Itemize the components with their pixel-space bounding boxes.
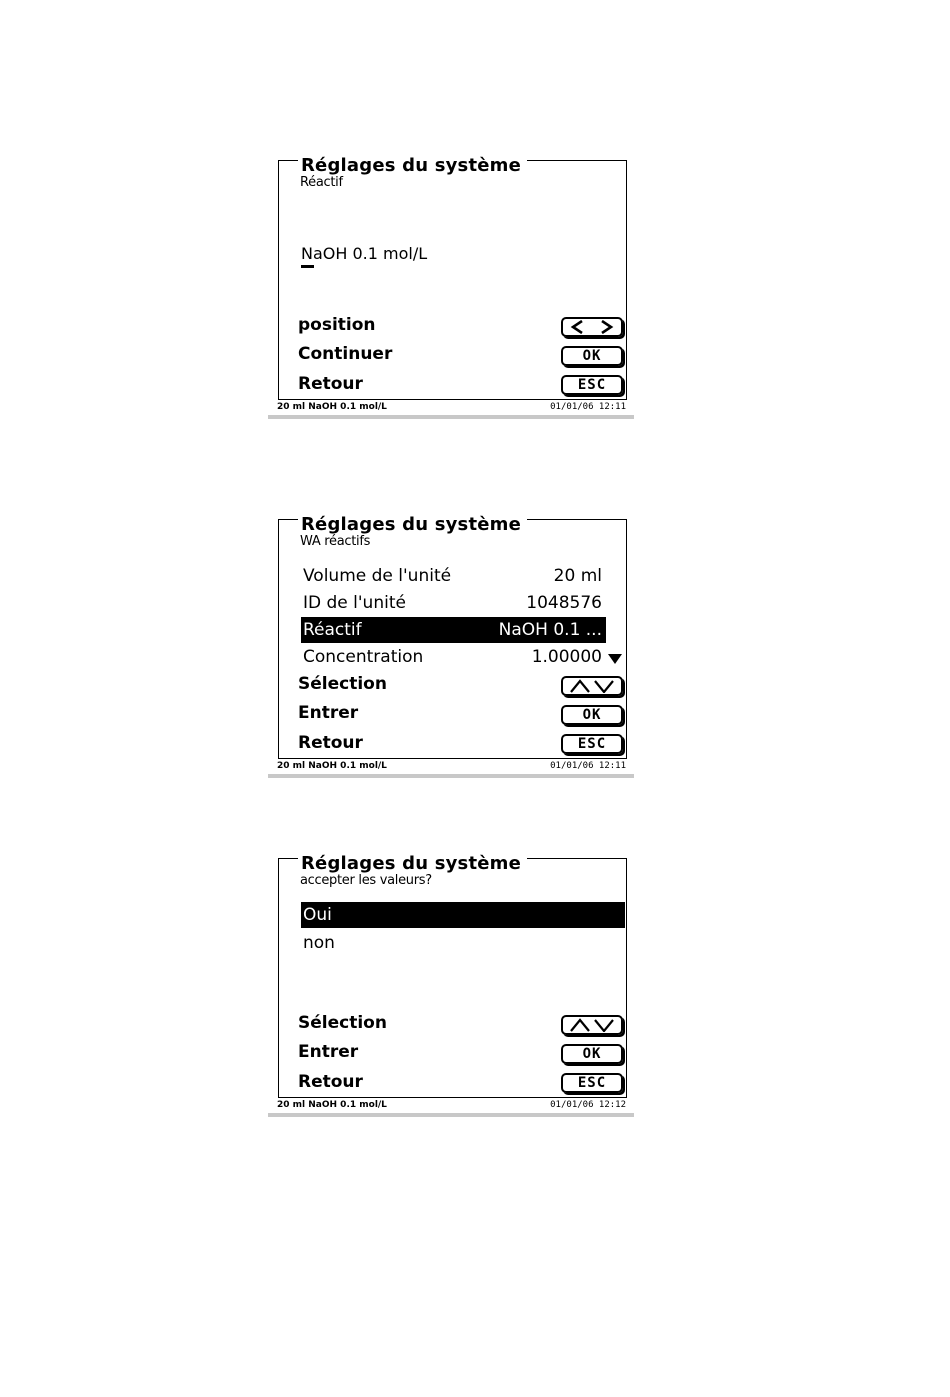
action-label-select: Sélection [298, 1013, 387, 1033]
ok-key-button[interactable]: OK [561, 346, 623, 366]
esc-key-button[interactable]: ESC [561, 1073, 623, 1093]
status-datetime: 01/01/06 12:11 [550, 402, 626, 412]
esc-key-button[interactable]: ESC [561, 375, 623, 395]
screen-title: Réglages du système [298, 514, 527, 536]
screen-title: Réglages du système [298, 853, 527, 875]
option-yes[interactable] [301, 902, 625, 928]
up-down-arrows-icon [568, 1018, 616, 1032]
screen-frame [278, 853, 627, 1098]
setting-label: ID de l'unité [303, 593, 406, 613]
status-datetime: 01/01/06 12:12 [550, 1100, 626, 1110]
left-right-key-button[interactable] [561, 317, 623, 337]
screen-subtitle: WA réactifs [300, 534, 371, 549]
setting-value: 1048576 [526, 593, 602, 613]
text-cursor [301, 265, 314, 268]
setting-value: 1.00000 [531, 647, 602, 667]
screen-subtitle: accepter les valeurs? [300, 873, 432, 888]
screen-title: Réglages du système [298, 155, 527, 177]
option-label: Oui [303, 905, 332, 925]
action-label-back: Retour [298, 733, 363, 753]
scroll-down-icon [608, 654, 622, 664]
status-bar [268, 400, 634, 419]
setting-value: NaOH 0.1 ... [498, 620, 602, 640]
setting-label: Volume de l'unité [303, 566, 452, 586]
setting-row-unit-id[interactable] [301, 590, 606, 616]
setting-value: 20 ml [553, 566, 602, 586]
up-down-key-button[interactable] [561, 676, 623, 696]
screen-reagent-input [268, 152, 634, 422]
ok-key-button[interactable]: OK [561, 705, 623, 725]
up-down-arrows-icon [568, 679, 616, 693]
action-label-back: Retour [298, 374, 363, 394]
option-no[interactable] [301, 930, 625, 956]
setting-row-reagent[interactable] [301, 617, 606, 643]
action-label-position: position [298, 315, 376, 335]
status-bar [268, 1098, 634, 1117]
action-label-enter: Entrer [298, 703, 359, 723]
reagent-input-field[interactable]: NaOH 0.1 mol/L [301, 244, 428, 263]
screen-frame [278, 514, 627, 759]
setting-label: Réactif [303, 620, 362, 640]
status-datetime: 01/01/06 12:11 [550, 761, 626, 771]
option-label: non [303, 933, 335, 953]
esc-key-button[interactable]: ESC [561, 734, 623, 754]
status-reagent: 20 ml NaOH 0.1 mol/L [277, 1100, 387, 1110]
setting-row-concentration[interactable] [301, 644, 606, 670]
setting-label: Concentration [303, 647, 424, 667]
action-label-enter: Entrer [298, 1042, 359, 1062]
screen-frame [278, 155, 627, 400]
up-down-key-button[interactable] [561, 1015, 623, 1035]
screen-subtitle: Réactif [300, 175, 343, 190]
status-reagent: 20 ml NaOH 0.1 mol/L [277, 402, 387, 412]
action-label-continue: Continuer [298, 344, 393, 364]
action-label-back: Retour [298, 1072, 363, 1092]
setting-row-unit-volume[interactable] [301, 563, 606, 589]
left-right-arrows-icon [570, 320, 614, 334]
ok-key-button[interactable]: OK [561, 1044, 623, 1064]
action-label-select: Sélection [298, 674, 387, 694]
status-reagent: 20 ml NaOH 0.1 mol/L [277, 761, 387, 771]
screen-reagent-settings [268, 511, 634, 781]
screen-accept-values [268, 850, 634, 1120]
status-bar [268, 759, 634, 778]
